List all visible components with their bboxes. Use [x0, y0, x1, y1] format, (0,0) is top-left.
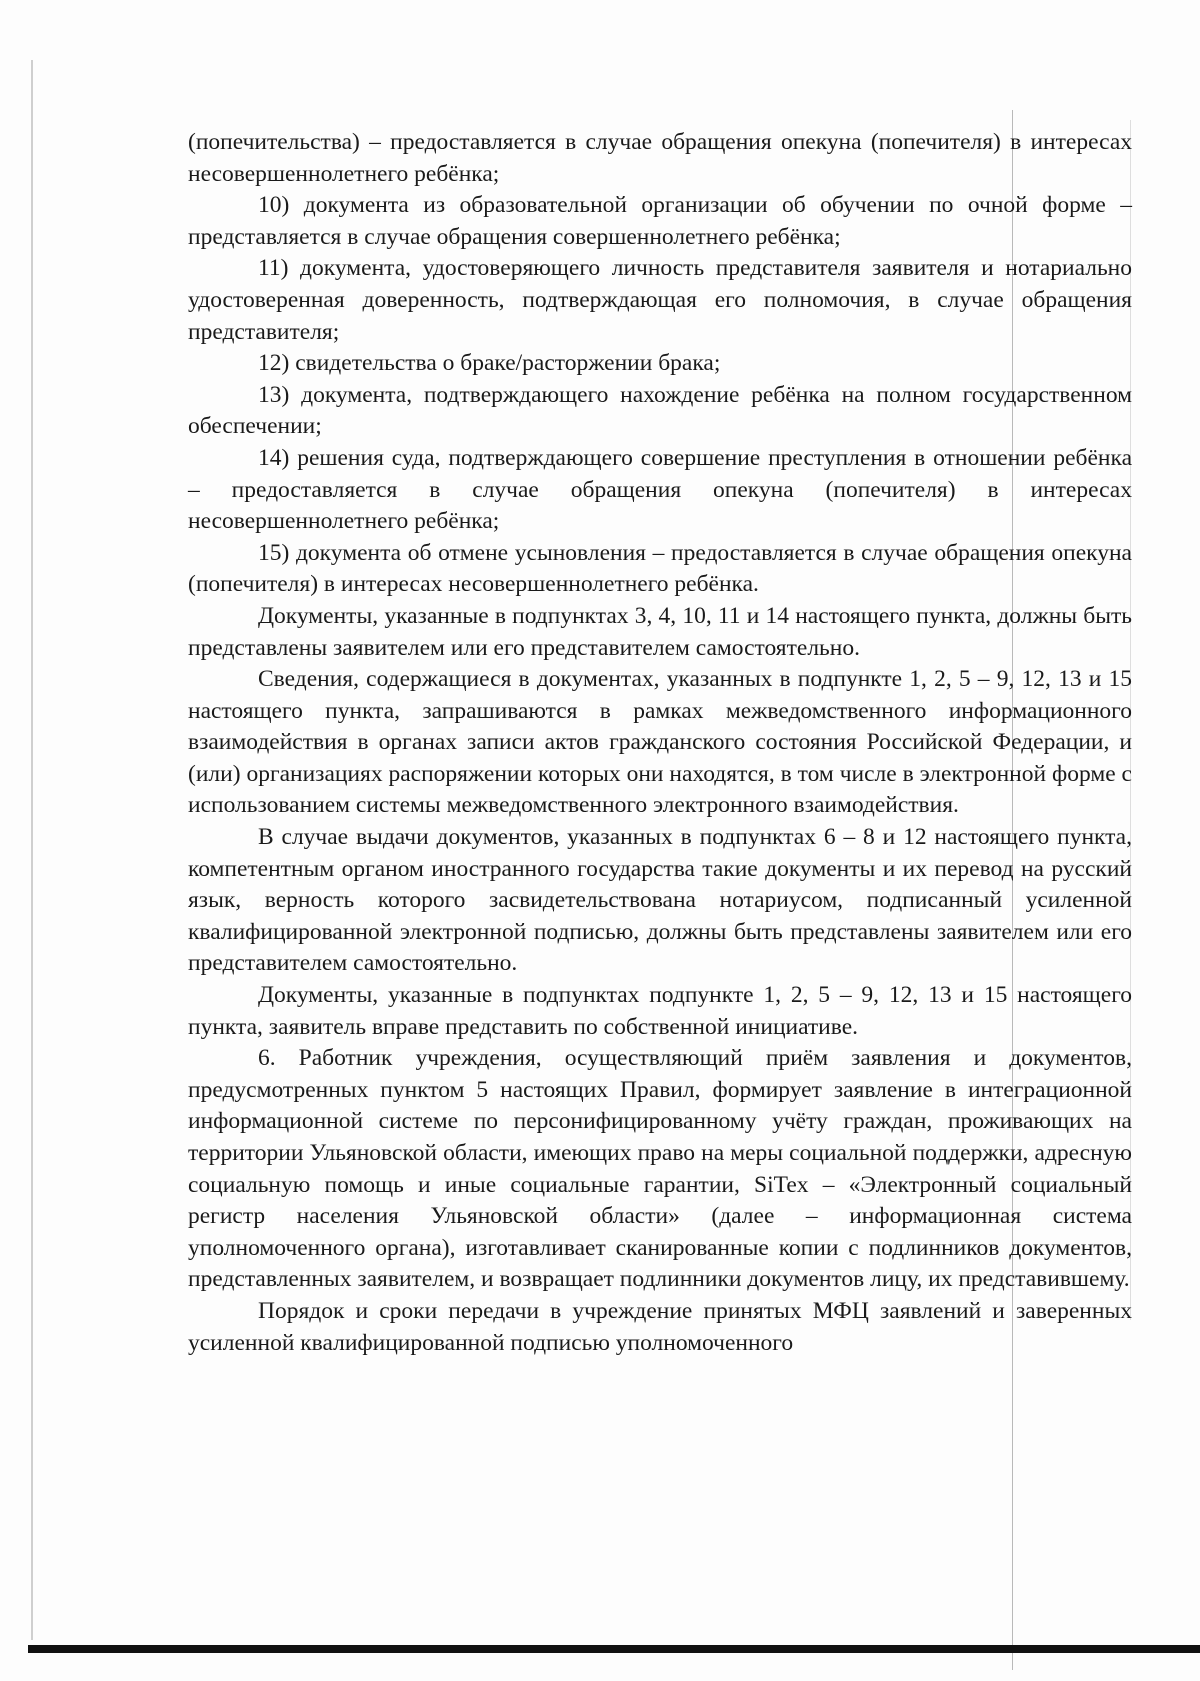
scan-edge-left: [31, 60, 33, 1640]
paragraph: Сведения, содержащиеся в документах, указанных в подпункте 1, 2, 5 – 9, 12, 13 и 15 настоящего пункта, запрашиваются в рамках межведомственного информационного взаимодействия в органах записи актов гражданского состояния Российской Федерации, и (или) организациях распоряжении которых они находятся, в том числе в электронной форме с использованием системы межведомственного электронного взаимодействия.: [188, 666, 1132, 819]
paragraph: 10) документа из образовательной организации об обучении по очной форме – представляется в случае обращения совершеннолетнего ребёнка;: [188, 192, 1132, 250]
paragraph: Документы, указанные в подпунктах подпункте 1, 2, 5 – 9, 12, 13 и 15 настоящего пункта, заявитель вправе представить по собственной инициативе.: [188, 982, 1132, 1040]
paragraph: (попечительства) – предоставляется в случае обращения опекуна (попечителя) в интересах несовершеннолетнего ребёнка;: [188, 129, 1132, 187]
paragraph: 14) решения суда, подтверждающего совершение преступления в отношении ребёнка – предоставляется в случае обращения опекуна (попечителя) в интересах несовершеннолетнего ребёнка;: [188, 444, 1132, 535]
paragraph: Порядок и сроки передачи в учреждение принятых МФЦ заявлений и заверенных усиленной квалифицированной подписью уполномоченного: [188, 1297, 1132, 1356]
paragraph: 12) свидетельства о браке/расторжении брака;: [258, 350, 721, 377]
paragraph: 15) документа об отмене усыновления – предоставляется в случае обращения опекуна (попечителя) в интересах несовершеннолетнего ребёнка.: [188, 539, 1132, 598]
paragraph: 11) документа, удостоверяющего личность представителя заявителя и нотариально удостоверенная доверенность, подтверждающая его полномочия, в случае обращения представителя;: [188, 255, 1132, 345]
scan-bottom-edge: [28, 1645, 1200, 1653]
paragraph: Документы, указанные в подпунктах 3, 4, 10, 11 и 14 настоящего пункта, должны быть представлены заявителем или его представителем самостоятельно.: [188, 602, 1132, 661]
paragraph: В случае выдачи документов, указанных в подпунктах 6 – 8 и 12 настоящего пункта, компетентным органом иностранного государства такие документы и их перевод на русский язык, верность которого засвидетельствована нотариусом, подписанный усиленной квалифицированной электронной подписью, должны быть представлены заявителем или его представителем самостоятельно.: [188, 824, 1132, 977]
paragraph: 13) документа, подтверждающего нахождение ребёнка на полном государственном обеспечении;: [188, 381, 1132, 440]
paragraph: 6. Работник учреждения, осуществляющий приём заявления и документов, предусмотренных пунктом 5 настоящих Правил, формирует заявление в интеграционной информационной системе по персонифицированному учёту граждан, проживающих на территории Ульяновской области, имеющих право на меры социальной поддержки, адресную социальную помощь и иные социальные гарантии, SiTex – «Электронный социальный регистр населения Ульяновской области» (далее – информационная система уполномоченного органа), изготавливает сканированные копии с подлинников документов, представленных заявителем, и возвращает подлинники документов лицу, их представившему.: [188, 1045, 1132, 1293]
document-body: [188, 127, 1132, 1359]
